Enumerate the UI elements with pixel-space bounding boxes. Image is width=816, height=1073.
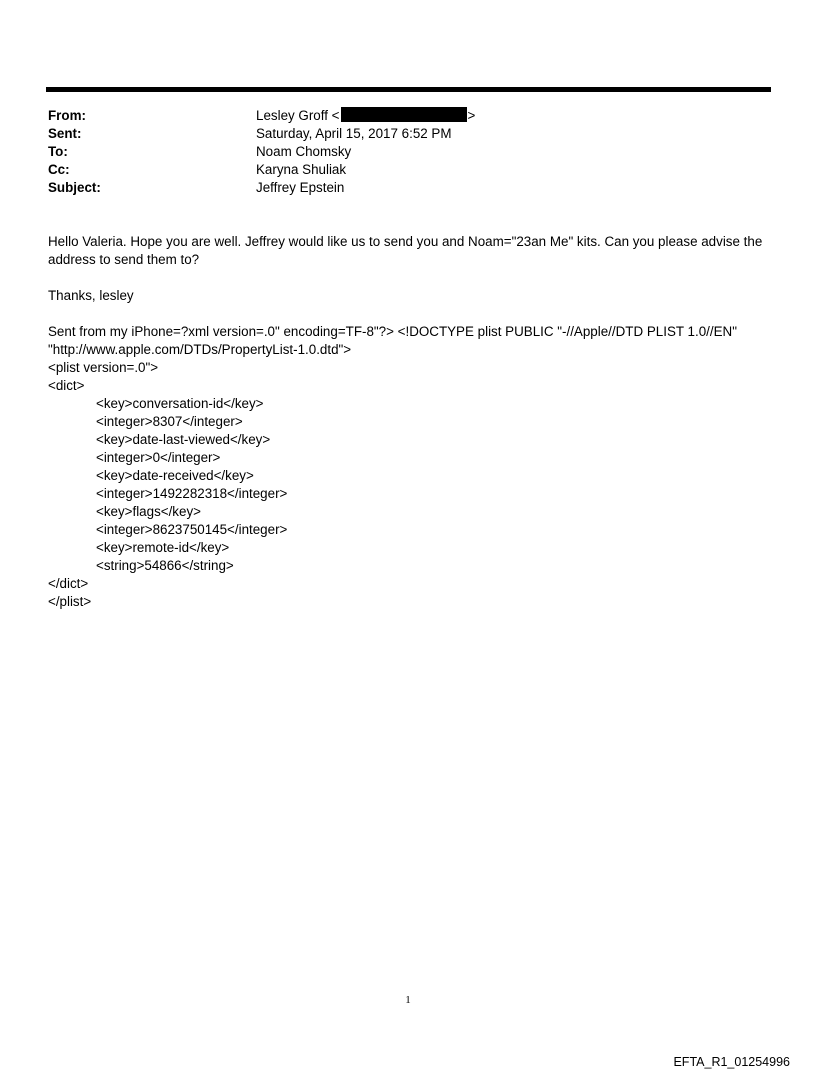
sent-value: Saturday, April 15, 2017 6:52 PM <box>256 126 452 141</box>
header-divider <box>46 87 771 92</box>
plist-line: <key>date-last-viewed</key> <box>96 432 271 447</box>
plist-line: <dict> <box>48 378 85 393</box>
message-line: Hello Valeria. Hope you are well. Jeffrey would like us to send you and Noam="23an Me" kits. Can you please advise the <box>48 234 763 249</box>
plist-line: </dict> <box>48 576 89 591</box>
from-label: From: <box>48 108 86 123</box>
sent-label: Sent: <box>48 126 82 141</box>
from-close: > <box>467 108 476 123</box>
from-value <box>256 107 475 125</box>
plist-line: <plist version=.0"> <box>48 360 159 375</box>
plist-line: <integer>8307</integer> <box>96 414 243 429</box>
subject-label: Subject: <box>48 180 101 195</box>
plist-line: <key>date-received</key> <box>96 468 254 483</box>
plist-line: <key>conversation-id</key> <box>96 396 264 411</box>
plist-line: <key>remote-id</key> <box>96 540 230 555</box>
subject-value: Jeffrey Epstein <box>256 180 345 195</box>
email-body <box>48 233 773 611</box>
redaction-box <box>341 107 467 122</box>
plist-line: <string>54866</string> <box>96 558 234 573</box>
subject-row <box>48 179 768 197</box>
email-header <box>48 107 768 197</box>
plist-block <box>48 323 773 611</box>
to-row <box>48 143 768 161</box>
plist-line: Sent from my iPhone=?xml version=.0" encoding=TF-8"?> <!DOCTYPE plist PUBLIC "-//Apple//DTD PLIST 1.0//EN" <box>48 324 737 339</box>
message-paragraph <box>48 233 773 269</box>
cc-row <box>48 161 768 179</box>
from-row <box>48 107 768 125</box>
plist-line: </plist> <box>48 594 92 609</box>
plist-line: <integer>1492282318</integer> <box>96 486 288 501</box>
page-number: 1 <box>405 994 411 1006</box>
to-label: To: <box>48 144 68 159</box>
signoff-paragraph <box>48 287 773 305</box>
cc-label: Cc: <box>48 162 70 177</box>
signoff: Thanks, lesley <box>48 288 134 303</box>
from-name: Lesley Groff < <box>256 108 340 123</box>
sent-row <box>48 125 768 143</box>
document-id: EFTA_R1_01254996 <box>673 1055 790 1069</box>
cc-value: Karyna Shuliak <box>256 162 347 177</box>
plist-line: "http://www.apple.com/DTDs/PropertyList-1.0.dtd"> <box>48 342 352 357</box>
to-value: Noam Chomsky <box>256 144 352 159</box>
plist-line: <integer>8623750145</integer> <box>96 522 288 537</box>
message-line: address to send them to? <box>48 252 200 267</box>
plist-line: <integer>0</integer> <box>96 450 221 465</box>
plist-line: <key>flags</key> <box>96 504 201 519</box>
